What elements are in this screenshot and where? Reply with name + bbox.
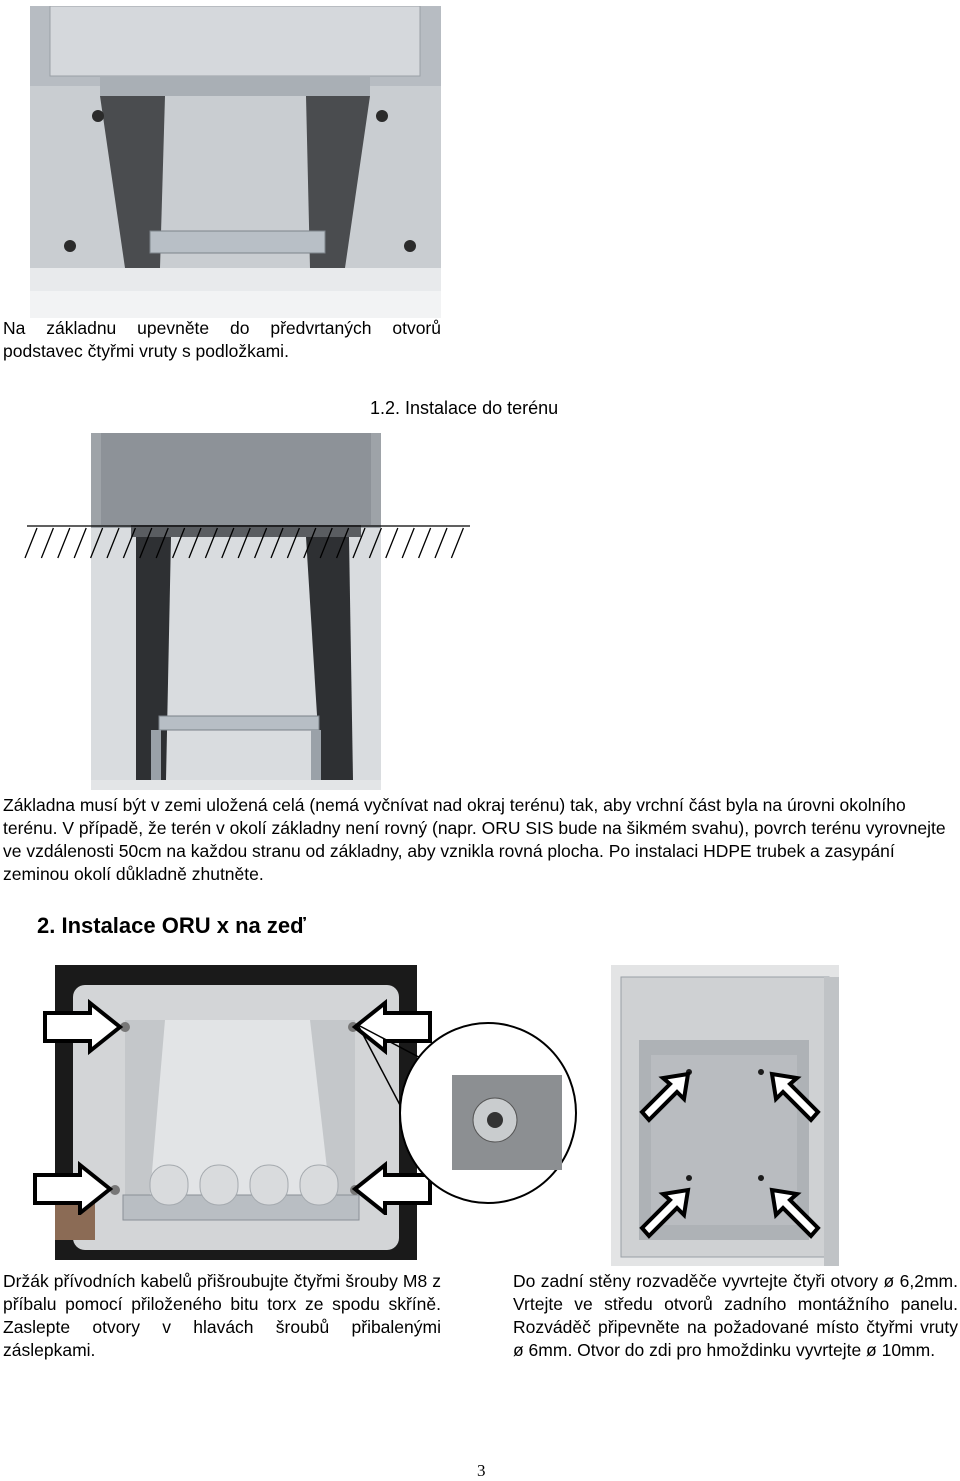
caption-drill-holes: Do zadní stěny rozvaděče vyvrtejte čtyři otvory ø 6,2mm. Vrtejte ve středu otvorů zadního montážního panelu. Rozváděč připevněte na požadované místo čtyřmi vruty ø 6mm. Otvor do zdi pro hmoždinku vyvrtejte ø 10mm. — [513, 1271, 958, 1360]
section-heading-wall: 2. Instalace ORU x na zeď — [37, 913, 306, 938]
section-heading-terrain: 1.2. Instalace do terénu — [370, 398, 559, 418]
ground-hatch-line — [15, 522, 475, 562]
caption-cable-holder: Držák přívodních kabelů přišroubujte čtyřmi šrouby M8 z příbalu pomocí přiloženého bitu torx ze spodu skříně. Zaslepte otvory v hlavách šroubů přibalenými záslepkami. — [3, 1271, 441, 1360]
photo-base-stand-top — [30, 6, 441, 318]
photo-terrain-install — [91, 433, 381, 790]
caption-base-stand: Na základnu upevněte do předvrtaných otvorů podstavec čtyřmi vruty s podložkami. — [3, 318, 441, 361]
paragraph-terrain: Základna musí být v zemi uložená celá (nemá vyčnívat nad okraj terénu) tak, aby vrchní část byla na úrovni okolního terénu. V případě, že terén v okolí základny není rovný (napr. ORU SIS bude na šikmém svahu), povrch terénu vyrovnejte ve vzdálenosti 50cm na každou stranu od základny, aby vznikla rovná plocha. Po instalaci HDPE trubek a zasypání zeminou okolí důkladně zhutněte. — [3, 795, 946, 884]
page-number: 3 — [477, 1461, 486, 1480]
magnified-screw-inset — [340, 1015, 580, 1215]
arrows-cabinet-drill-holes — [630, 1070, 830, 1240]
